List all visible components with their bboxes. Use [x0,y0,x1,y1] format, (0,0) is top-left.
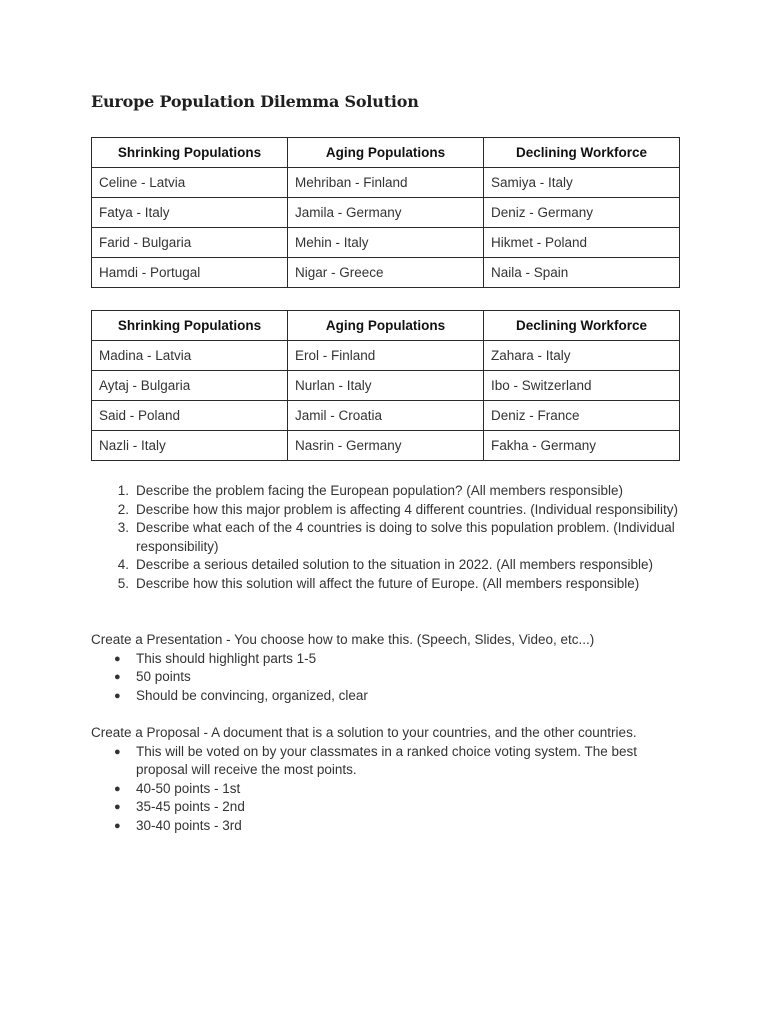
table-cell: Jamil - Croatia [288,401,484,431]
table-cell: Fatya - Italy [92,198,288,228]
presentation-section [91,631,681,705]
table-cell: Deniz - France [484,401,680,431]
task-number: 1. [117,483,129,498]
table-cell: Zahara - Italy [484,341,680,371]
column-header: Aging Populations [288,138,484,168]
task-item [91,519,681,556]
bullet-icon: ● [114,819,121,832]
task-item [91,501,681,520]
list-item-text: 40-50 points - 1st [136,780,241,796]
bullet-icon: ● [114,671,121,683]
group-table-1 [91,137,680,288]
task-text: Describe the problem facing the European population? (All members responsible) [136,483,624,498]
table-row [92,371,680,401]
table-row [92,168,680,198]
task-item [91,482,681,501]
table-cell: Erol - Finland [288,341,484,371]
table-cell: Mehriban - Finland [288,168,484,198]
list-item [91,687,681,706]
task-number: 5. [117,575,129,591]
table-cell: Aytaj - Bulgaria [92,371,288,401]
document-title: Europe Population Dilemma Solution [91,92,419,111]
group-table-2 [91,310,680,461]
column-header: Aging Populations [288,311,484,341]
table-row [92,228,680,258]
table-cell: Nurlan - Italy [288,371,484,401]
list-item-text: 30-40 points - 3rd [136,817,242,833]
task-text: Describe a serious detailed solution to the situation in 2022. (All members responsible) [136,557,654,572]
task-text: Describe what each of the 4 countries is doing to solve this population problem. (Individual responsibility) [136,520,675,554]
list-item [91,668,681,687]
proposal-section [91,724,681,835]
proposal-intro: Create a Proposal - A document that is a solution to your countries, and the other countries. [91,725,637,740]
task-item [91,556,681,575]
table-row [92,431,680,461]
task-number: 4. [117,557,129,572]
bullet-icon: ● [114,801,121,813]
table-header-row [92,138,680,168]
table-header-row [92,311,680,341]
table-cell: Samiya - Italy [484,168,680,198]
bullet-icon: ● [114,745,121,758]
table-cell: Ibo - Switzerland [484,371,680,401]
bullet-icon: ● [114,652,121,665]
list-item [91,780,681,799]
column-header: Declining Workforce [484,138,680,168]
task-number: 2. [117,501,129,517]
table-cell: Hikmet - Poland [484,228,680,258]
table-cell: Madina - Latvia [92,341,288,371]
column-header: Declining Workforce [484,311,680,341]
list-item [91,798,681,817]
task-item [91,575,681,594]
list-item-text: This should highlight parts 1-5 [136,650,317,666]
table-row [92,341,680,371]
table-cell: Farid - Bulgaria [92,228,288,258]
presentation-intro: Create a Presentation - You choose how to make this. (Speech, Slides, Video, etc...) [91,632,595,647]
table-cell: Said - Poland [92,401,288,431]
bullet-icon: ● [114,782,121,795]
proposal-bullet-list [91,743,681,836]
presentation-bullet-list [91,650,681,706]
task-number: 3. [117,520,129,535]
task-list [91,482,681,593]
table-cell: Nazli - Italy [92,431,288,461]
table-cell: Nasrin - Germany [288,431,484,461]
list-item-text: Should be convincing, organized, clear [136,687,368,703]
list-item-text: 35-45 points - 2nd [136,799,245,814]
table-cell: Deniz - Germany [484,198,680,228]
task-text: Describe how this solution will affect the future of Europe. (All members responsible) [136,575,640,591]
list-item-text: 50 points [136,669,191,684]
table-cell: Mehin - Italy [288,228,484,258]
table-row [92,258,680,288]
table-cell: Jamila - Germany [288,198,484,228]
table-cell: Fakha - Germany [484,431,680,461]
column-header: Shrinking Populations [92,138,288,168]
table-cell: Celine - Latvia [92,168,288,198]
table-row [92,198,680,228]
table-cell: Naila - Spain [484,258,680,288]
task-text: Describe how this major problem is affecting 4 different countries. (Individual responsibility) [136,501,679,517]
column-header: Shrinking Populations [92,311,288,341]
list-item-text: This will be voted on by your classmates in a ranked choice voting system. The best proposal will receive the most points. [136,743,637,777]
list-item [91,650,681,669]
list-item [91,817,681,836]
table-cell: Hamdi - Portugal [92,258,288,288]
table-row [92,401,680,431]
list-item [91,743,681,780]
bullet-icon: ● [114,689,121,702]
table-cell: Nigar - Greece [288,258,484,288]
